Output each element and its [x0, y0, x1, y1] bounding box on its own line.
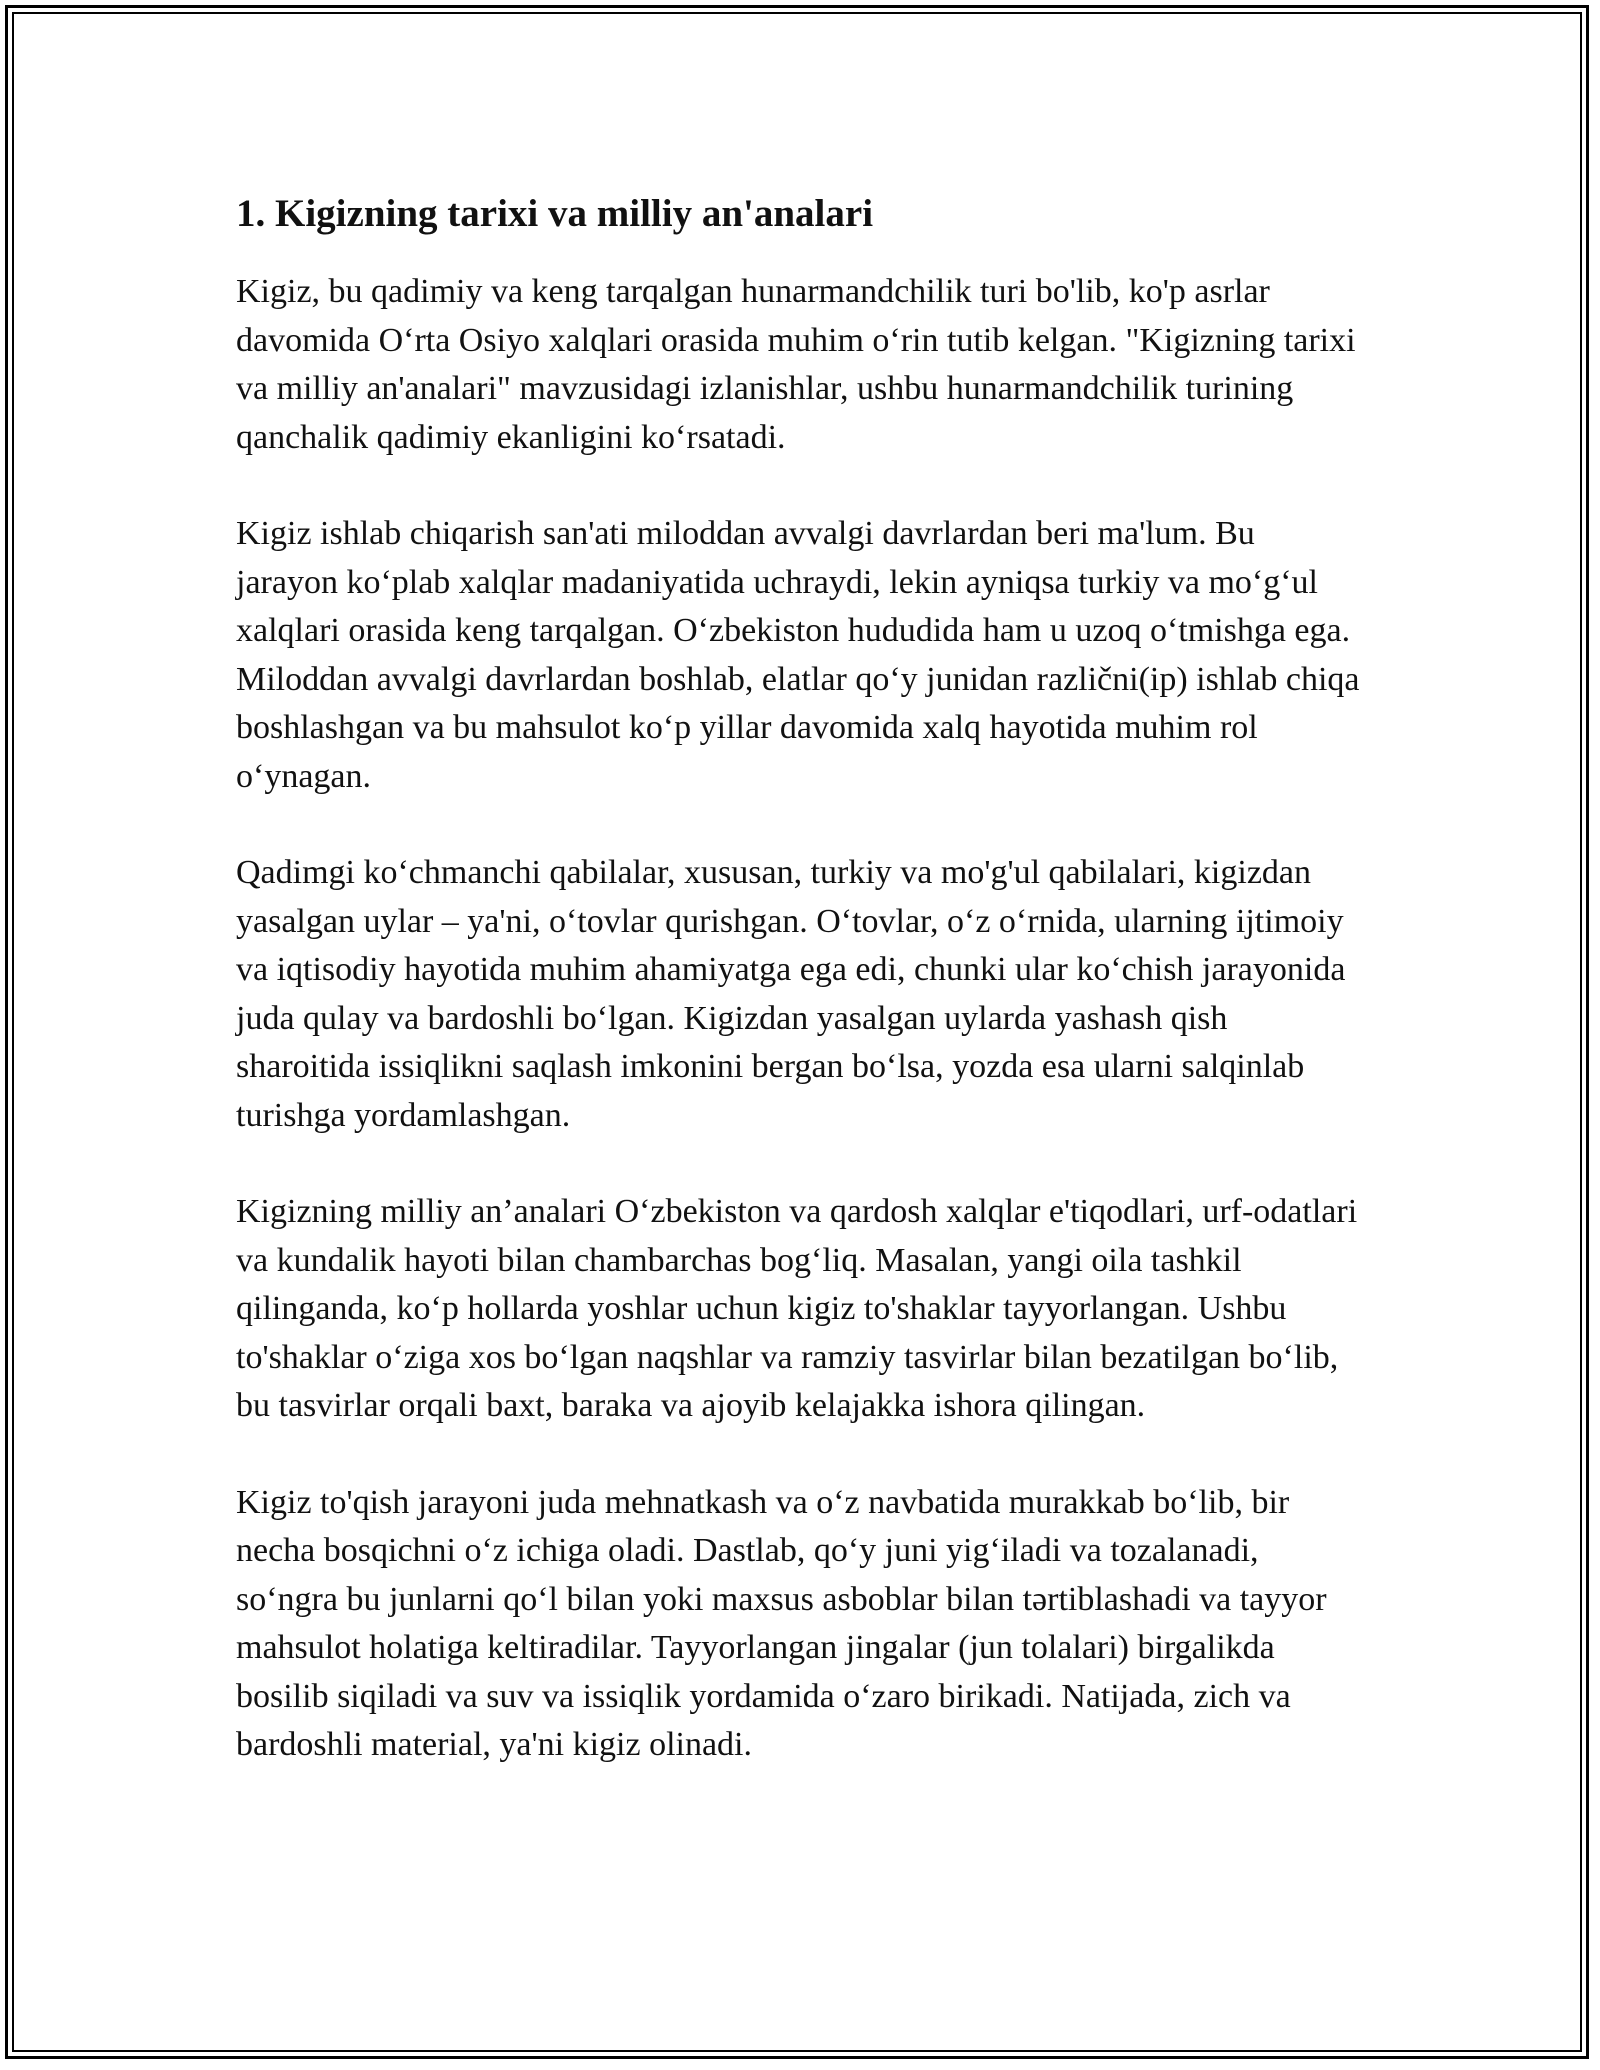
paragraph-national-traditions: Kigizning milliy an’analari Oʻzbekiston va qardosh xalqlar e'tiqodlari, urf-odatlari va kundalik hayoti bilan chambarchas bogʻliq. Masalan, yangi oila tashkil qilinganda, koʻp hollarda yoshlar uchun kigiz to'shaklar tayyorlangan. Ushbu to'shaklar oʻziga xos boʻlgan naqshlar va ramziy tasvirlar bilan bezatilgan boʻlib, bu tasvirlar orqali baxt, baraka va ajoyib kelajakka ishora qilingan.: [236, 1193, 1358, 1424]
document-body: [236, 186, 1364, 1818]
paragraph-ancient-origins: Kigiz ishlab chiqarish san'ati miloddan avvalgi davrlardan beri ma'lum. Bu jarayon koʻplab xalqlar madaniyatida uchraydi, lekin ayniqsa turkiy va moʻgʻul xalqlari orasida keng tarqalgan. Oʻzbekiston hududida ham u uzoq oʻtmishga ega. Miloddan avvalgi davrlardan boshlab, elatlar qoʻy junidan različni(ip) ishlab chiqa boshlashgan va bu mahsulot koʻp yillar davomida xalq hayotida muhim rol oʻynagan.: [236, 515, 1360, 795]
paragraph-nomadic-yurts: Qadimgi koʻchmanchi qabilalar, xususan, turkiy va mo'g'ul qabilalari, kigizdan yasalgan uylar – ya'ni, oʻtovlar qurishgan. Oʻtovlar, oʻz oʻrnida, ularning ijtimoiy va iqtisodiy hayotida muhim ahamiyatga ega edi, chunki ular koʻchish jarayonida juda qulay va bardoshli boʻlgan. Kigizdan yasalgan uylarda yashash qish sharoitida issiqlikni saqlash imkonini bergan boʻlsa, yozda esa ularni salqinlab turishga yordamlashgan.: [236, 854, 1346, 1134]
paragraph-felting-process: Kigiz to'qish jarayoni juda mehnatkash va oʻz navbatida murakkab boʻlib, bir necha bosqichni oʻz ichiga oladi. Dastlab, qoʻy juni yigʻiladi va tozalanadi, soʻngra bu junlarni qoʻl bilan yoki maxsus asboblar bilan tərtiblashadi va tayyor mahsulot holatiga keltiradilar. Tayyorlangan jingalar (jun tolalari) birgalikda bosilib siqiladi va suv va issiqlik yordamida oʻzaro birikadi. Natijada, zich va bardoshli material, ya'ni kigiz olinadi.: [236, 1483, 1327, 1763]
paragraph-history-intro: Kigiz, bu qadimiy va keng tarqalgan hunarmandchilik turi bo'lib, ko'p asrlar davomida Oʻrta Osiyo xalqlari orasida muhim oʻrin tutib kelgan. "Kigizning tarixi va milliy an'analari" mavzusidagi izlanishlar, ushbu hunarmandchilik turining qanchalik qadimiy ekanligini koʻrsatadi.: [236, 273, 1356, 456]
section-heading: 1. Kigizning tarixi va milliy an'analari: [236, 192, 874, 235]
